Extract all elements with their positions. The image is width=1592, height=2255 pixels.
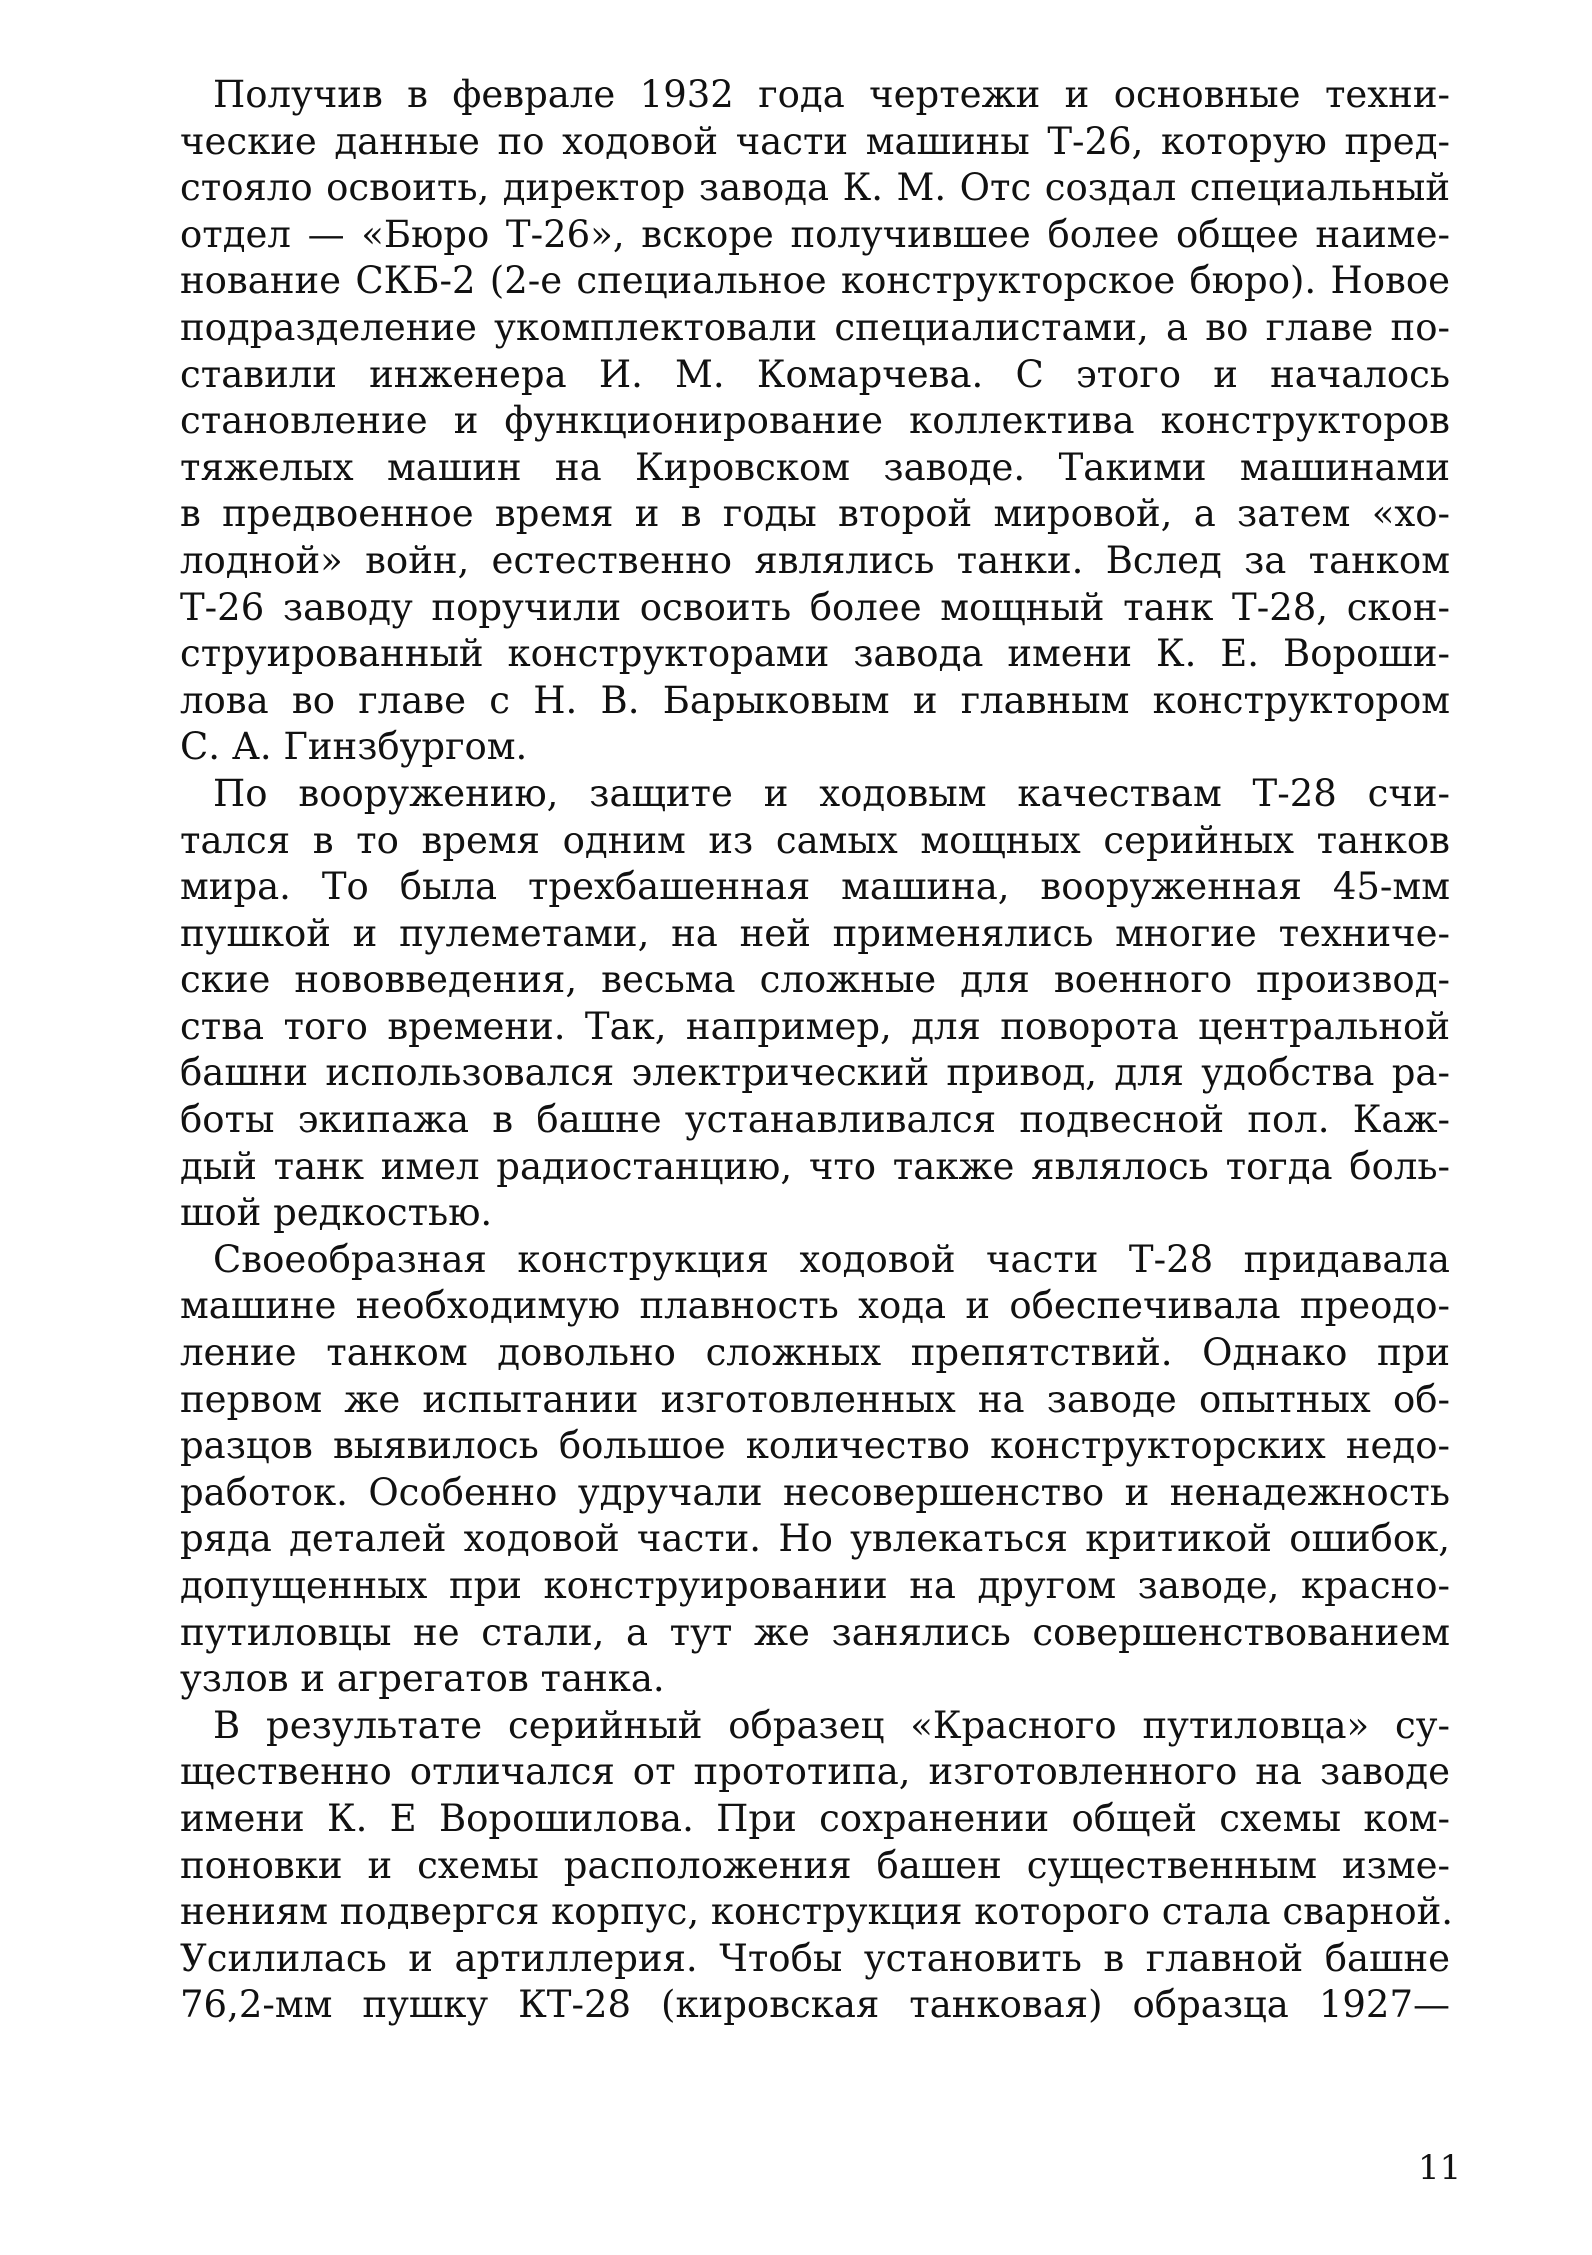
text-line: Усилилась и артиллерия. Чтобы установить в главной башне <box>180 1936 1450 1980</box>
text-line: в предвоенное время и в годы второй мировой, а затем «хо- <box>180 492 1450 536</box>
text-line: становление и функционирование коллектива конструкторов <box>180 399 1450 443</box>
text-line: узлов и агрегатов танка. <box>180 1657 665 1701</box>
text-line: Получив в феврале 1932 года чертежи и основные техни- <box>213 73 1450 116</box>
text-line: ряда деталей ходовой части. Но увлекаться критикой ошибок, <box>180 1517 1450 1561</box>
text-line: 76,2-мм пушку КТ-28 (кировская танковая) образца 1927— <box>180 1983 1450 2027</box>
paragraph <box>180 72 1450 771</box>
text-line: ставили инженера И. М. Комарчева. С этого и началось <box>180 352 1450 396</box>
text-line: ские нововведения, весьма сложные для военного производ- <box>180 958 1450 1002</box>
text-line: стояло освоить, директор завода К. М. Отс создал специальный <box>180 166 1450 210</box>
text-line: машине необходимую плавность хода и обеспечивала преодо- <box>180 1284 1450 1328</box>
text-line: Своеобразная конструкция ходовой части Т-28 придавала <box>213 1237 1450 1281</box>
text-line: нование СКБ-2 (2-е специальное конструкторское бюро). Новое <box>180 259 1450 303</box>
body-text <box>180 72 1454 2029</box>
text-line: шой редкостью. <box>180 1191 493 1235</box>
text-line: работок. Особенно удручали несовершенство и ненадежность <box>180 1470 1450 1514</box>
paragraph <box>180 1237 1450 1703</box>
text-line: тяжелых машин на Кировском заводе. Такими машинами <box>180 445 1450 489</box>
text-line: допущенных при конструировании на другом заводе, красно- <box>180 1564 1450 1607</box>
text-line: дый танк имел радиостанцию, что также являлось тогда боль- <box>180 1144 1450 1188</box>
text-line: щественно отличался от прототипа, изготовленного на заводе <box>180 1750 1450 1794</box>
text-line: подразделение укомплектовали специалистами, а во главе по- <box>180 305 1450 349</box>
text-line: боты экипажа в башне устанавливался подвесной пол. Каж- <box>180 1098 1450 1142</box>
text-line: ческие данные по ходовой части машины Т-26, которую пред- <box>180 119 1450 163</box>
text-line: путиловцы не стали, а тут же занялись совершенствованием <box>180 1610 1450 1654</box>
text-line: тался в то время одним из самых мощных серийных танков <box>180 818 1450 862</box>
text-line: Т-26 заводу поручили освоить более мощный танк Т-28, скон- <box>180 585 1450 629</box>
text-line: пушкой и пулеметами, на ней применялись многие техниче- <box>180 911 1450 955</box>
text-line: лова во главе с Н. В. Барыковым и главным конструктором <box>180 678 1450 722</box>
paragraph <box>180 771 1450 1237</box>
text-line: башни использовался электрический привод, для удобства ра- <box>180 1051 1450 1095</box>
text-line: первом же испытании изготовленных на заводе опытных об- <box>180 1377 1450 1421</box>
text-line: лодной» войн, естественно являлись танки. Вслед за танком <box>180 538 1450 582</box>
text-line: поновки и схемы расположения башен существенным изме- <box>180 1843 1450 1887</box>
text-line: разцов выявилось большое количество конструкторских недо- <box>180 1424 1450 1468</box>
text-line: ства того времени. Так, например, для поворота центральной <box>180 1004 1450 1048</box>
page-number: 11 <box>1418 2148 1462 2188</box>
paragraph <box>180 1703 1454 2029</box>
text-line: мира. То была трехбашенная машина, вооруженная 45-мм <box>180 865 1450 909</box>
text-line: По вооружению, защите и ходовым качествам Т-28 счи- <box>213 771 1450 815</box>
text-line: ление танком довольно сложных препятствий. Однако при <box>180 1331 1450 1375</box>
text-line: струированный конструкторами завода имени К. Е. Вороши- <box>180 632 1450 676</box>
text-line: отдел — «Бюро Т-26», вскоре получившее более общее наиме- <box>180 212 1450 256</box>
text-line: нениям подвергся корпус, конструкция которого стала сварной. <box>180 1890 1454 1934</box>
text-line: В результате серийный образец «Красного путиловца» су- <box>213 1703 1450 1747</box>
text-line: имени К. Е Ворошилова. При сохранении общей схемы ком- <box>180 1796 1450 1840</box>
text-line: С. А. Гинзбургом. <box>180 725 528 769</box>
